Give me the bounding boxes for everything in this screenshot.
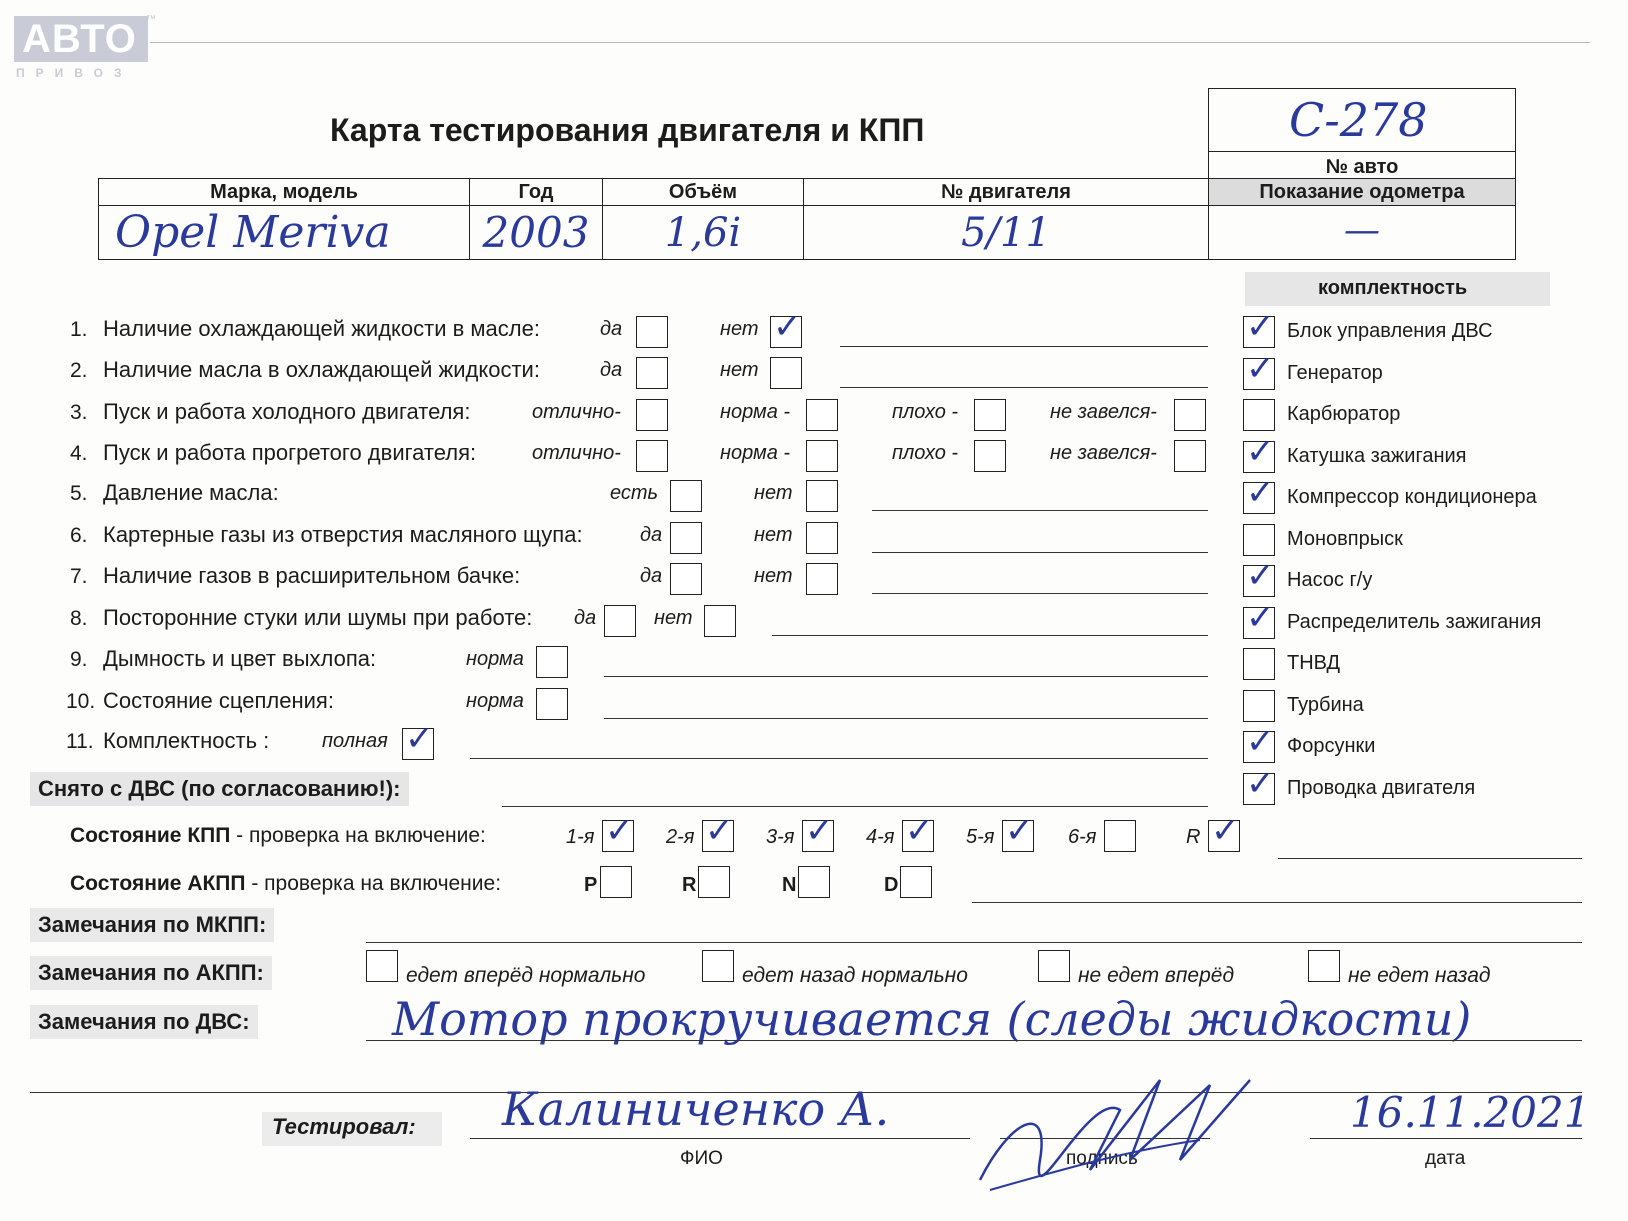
akpp-mode-checkbox-0[interactable] <box>600 866 632 898</box>
row-option-label: да <box>574 607 597 629</box>
signature-graphic <box>970 1060 1270 1200</box>
car-number-label: № авто <box>1208 151 1516 181</box>
row-option-label: норма <box>466 648 524 670</box>
check-mark-icon: ✓ <box>405 719 434 759</box>
row-1-o2-checkbox[interactable] <box>770 307 802 348</box>
row-option-label: норма <box>466 690 524 712</box>
akpp-line <box>972 902 1582 903</box>
row-answer-line <box>604 718 1208 719</box>
col-odometer: Показание одометра <box>1208 178 1516 206</box>
check-mark-icon: ✓ <box>705 811 734 851</box>
row-option-label: отлично- <box>532 442 621 464</box>
kit-item-label: Катушка зажигания <box>1287 444 1467 467</box>
check-mark-icon: ✓ <box>905 811 934 851</box>
col-volume: Объём <box>602 178 804 206</box>
akpp-option-checkbox-3[interactable] <box>1308 950 1340 982</box>
akpp-mode-checkbox-3[interactable] <box>900 866 932 898</box>
row-4-o3-checkbox[interactable] <box>974 440 1006 472</box>
gear-label: 3-я <box>766 826 795 848</box>
value-engine-number: 5/11 <box>803 205 1209 260</box>
akpp-option-label: едет вперёд нормально <box>406 964 646 987</box>
row-4-o1-checkbox[interactable] <box>636 440 668 472</box>
row-option-label: да <box>600 359 623 381</box>
row-option-label: да <box>640 524 663 546</box>
kit-checkbox-10[interactable] <box>1243 722 1275 763</box>
gear-label: 6-я <box>1068 826 1097 848</box>
row-label: Дымность и цвет выхлопа: <box>103 646 377 671</box>
date-value: 16.11.2021 <box>1350 1088 1591 1137</box>
akpp-option-checkbox-1[interactable] <box>702 950 734 982</box>
logo: АВТО <box>14 16 148 62</box>
remarks-mkpp-line <box>366 942 1582 943</box>
page-title: Карта тестирования двигателя и КПП <box>330 112 925 148</box>
check-mark-icon: ✓ <box>1211 811 1240 851</box>
check-mark-icon: ✓ <box>1246 597 1275 638</box>
kit-checkbox-11[interactable] <box>1243 763 1275 805</box>
tester-name: Калиниченко А. <box>502 1082 890 1136</box>
row-option-label: нет <box>754 482 793 504</box>
row-number: 2. <box>70 359 88 382</box>
akpp-mode-checkbox-2[interactable] <box>798 866 830 898</box>
row-option-label: не завелся- <box>1050 442 1157 464</box>
row-answer-line <box>840 346 1208 347</box>
kit-item-label: Блок управления ДВС <box>1287 320 1493 342</box>
row-number: 9. <box>70 648 88 671</box>
value-odometer: — <box>1208 205 1516 260</box>
gear-label: 1-я <box>566 826 595 848</box>
gear-checkbox-1[interactable] <box>702 811 734 852</box>
row-label: Картерные газы из отверстия масляного щупа: <box>103 522 583 547</box>
row-number: 10. <box>66 690 96 713</box>
gear-checkbox-0[interactable] <box>602 811 634 852</box>
col-engine-number: № двигателя <box>803 178 1209 206</box>
row-number: 11. <box>66 730 94 753</box>
row-option-label: норма - <box>720 442 791 464</box>
row-option-label: нет <box>720 318 759 340</box>
car-number-value: С-278 <box>1289 93 1428 147</box>
row-option-label: да <box>600 318 623 340</box>
kit-item-label: Турбина <box>1287 693 1364 716</box>
row-option-label: не завелся- <box>1050 401 1157 423</box>
gear-label: 5-я <box>966 826 995 848</box>
value-volume: 1,6i <box>602 205 804 260</box>
row-6-o1-checkbox[interactable] <box>670 522 702 554</box>
akpp-option-label: не едет вперёд <box>1078 964 1235 987</box>
gear-checkbox-5[interactable] <box>1104 820 1136 852</box>
row-label: Давление масла: <box>103 480 279 505</box>
removed-line <box>502 806 1208 807</box>
caption-date: дата <box>1425 1148 1466 1169</box>
row-option-label: полная <box>322 730 388 752</box>
car-number-cell <box>1208 88 1516 152</box>
row-answer-line <box>872 510 1208 511</box>
row-4-o4-checkbox[interactable] <box>1174 440 1206 472</box>
kit-item-label: Генератор <box>1287 361 1383 384</box>
check-mark-icon: ✓ <box>1246 556 1275 596</box>
check-mark-icon: ✓ <box>1246 431 1275 472</box>
logo-tm: ™ <box>146 14 156 25</box>
row-5-o2-checkbox[interactable] <box>806 480 838 512</box>
row-label: Пуск и работа холодного двигателя: <box>103 399 471 424</box>
top-rule <box>150 42 1590 43</box>
row-answer-line <box>840 387 1208 388</box>
kit-item-label: Распределитель зажигания <box>1287 610 1542 633</box>
caption-sign: подпись <box>1066 1148 1138 1169</box>
remarks-dvs-text: Мотор прокручивается (следы жидкости) <box>392 992 1472 1046</box>
caption-fio: ФИО <box>680 1148 723 1169</box>
remarks-dvs-label: Замечания по ДВС: <box>30 1005 258 1039</box>
kit-checkbox-6[interactable] <box>1243 556 1275 597</box>
row-1-o1-checkbox[interactable] <box>636 316 668 348</box>
check-mark-icon: ✓ <box>1246 722 1275 762</box>
row-number: 3. <box>70 401 88 424</box>
kit-item-label: Насос г/у <box>1287 569 1373 591</box>
akpp-mode-label: D <box>884 874 899 896</box>
row-4-o2-checkbox[interactable] <box>806 440 838 472</box>
row-3-o2-checkbox[interactable] <box>806 399 838 431</box>
gear-checkbox-6[interactable] <box>1208 811 1240 852</box>
gear-label: R <box>1186 826 1201 848</box>
gear-checkbox-3[interactable] <box>902 811 934 852</box>
value-model: Opel Meriva <box>98 205 470 260</box>
gear-label: 4-я <box>866 826 895 848</box>
row-option-label: отлично- <box>532 401 621 423</box>
row-6-o2-checkbox[interactable] <box>806 522 838 554</box>
remarks-akpp-label: Замечания по АКПП: <box>30 956 272 990</box>
row-option-label: нет <box>754 524 793 546</box>
header-table <box>98 178 1516 260</box>
row-3-o1-checkbox[interactable] <box>636 399 668 431</box>
col-year: Год <box>469 178 603 206</box>
row-number: 4. <box>70 442 88 465</box>
akpp-mode-checkbox-1[interactable] <box>698 866 730 898</box>
kit-checkbox-5[interactable] <box>1243 524 1275 556</box>
row-label: Наличие масла в охлаждающей жидкости: <box>103 357 540 382</box>
date-line <box>1310 1138 1582 1139</box>
kit-title: комплектность <box>1318 277 1468 299</box>
kit-checkbox-4[interactable] <box>1243 473 1275 514</box>
removed-label: Снято с ДВС (по согласованию!): <box>30 772 409 806</box>
row-8-o1-checkbox[interactable] <box>604 605 636 637</box>
remarks-dvs-line <box>366 1040 1582 1041</box>
tested-label: Тестировал: <box>272 1114 416 1139</box>
row-option-label: плохо - <box>892 401 959 423</box>
row-answer-line <box>470 758 1208 759</box>
row-label: Состояние сцепления: <box>103 688 334 713</box>
row-number: 6. <box>70 524 88 547</box>
akpp-option-label: не едет назад <box>1348 964 1491 987</box>
kit-checkbox-0[interactable] <box>1243 307 1275 348</box>
row-7-o2-checkbox[interactable] <box>806 563 838 595</box>
kit-checkbox-7[interactable] <box>1243 597 1275 639</box>
check-mark-icon: ✓ <box>1246 763 1275 804</box>
row-number: 7. <box>70 565 88 588</box>
row-label: Наличие газов в расширительном бачке: <box>103 563 521 588</box>
row-answer-line <box>604 676 1208 677</box>
check-mark-icon: ✓ <box>1246 473 1275 513</box>
row-option-label: нет <box>754 565 793 587</box>
kit-checkbox-1[interactable] <box>1243 348 1275 390</box>
row-9-o1-checkbox[interactable] <box>536 646 568 678</box>
gear-label: 2-я <box>666 826 695 848</box>
col-model: Марка, модель <box>98 178 470 206</box>
row-3-o4-checkbox[interactable] <box>1174 399 1206 431</box>
gear-checkbox-4[interactable] <box>1002 811 1034 852</box>
check-mark-icon: ✓ <box>605 811 634 851</box>
row-5-o1-checkbox[interactable] <box>670 480 702 512</box>
row-answer-line <box>872 552 1208 553</box>
row-option-label: нет <box>720 359 759 381</box>
row-label: Наличие охлаждающей жидкости в масле: <box>103 316 540 341</box>
row-label: Комплектность : <box>103 728 270 753</box>
row-option-label: да <box>640 565 663 587</box>
akpp-option-label: едет назад нормально <box>742 964 968 987</box>
check-mark-icon: ✓ <box>1005 811 1034 851</box>
akpp-label: Состояние АКПП - проверка на включение: <box>70 872 502 895</box>
check-mark-icon: ✓ <box>805 811 834 851</box>
row-2-o1-checkbox[interactable] <box>636 357 668 389</box>
check-mark-icon: ✓ <box>1246 348 1275 389</box>
fio-line <box>470 1138 970 1139</box>
row-answer-line <box>872 593 1208 594</box>
gear-checkbox-2[interactable] <box>802 811 834 852</box>
remarks-mkpp-label: Замечания по МКПП: <box>30 908 274 942</box>
kit-checkbox-3[interactable] <box>1243 431 1275 473</box>
kit-item-label: Компрессор кондиционера <box>1287 486 1537 508</box>
row-11-o1-checkbox[interactable] <box>402 719 434 760</box>
row-10-o1-checkbox[interactable] <box>536 688 568 720</box>
check-mark-icon: ✓ <box>1246 307 1275 347</box>
kit-item-label: Форсунки <box>1287 735 1376 757</box>
kpp-label: Состояние КПП - проверка на включение: <box>70 824 486 847</box>
check-mark-icon: ✓ <box>773 307 802 347</box>
akpp-mode-label: R <box>682 874 697 896</box>
kit-checkbox-8[interactable] <box>1243 648 1275 680</box>
akpp-mode-label: N <box>782 874 797 896</box>
kit-item-label: Карбюратор <box>1287 403 1401 425</box>
akpp-option-checkbox-2[interactable] <box>1038 950 1070 982</box>
kit-item-label: Проводка двигателя <box>1287 776 1476 799</box>
row-option-label: плохо - <box>892 442 959 464</box>
row-option-label: нет <box>654 607 693 629</box>
kit-item-label: Моновпрыск <box>1287 527 1403 550</box>
row-7-o1-checkbox[interactable] <box>670 563 702 595</box>
row-number: 1. <box>70 318 88 341</box>
row-option-label: есть <box>610 482 659 504</box>
row-label: Пуск и работа прогретого двигателя: <box>103 440 477 465</box>
row-number: 5. <box>70 482 88 505</box>
logo-sub: ПРИВОЗ <box>16 66 133 80</box>
row-answer-line <box>772 635 1208 636</box>
row-number: 8. <box>70 607 88 630</box>
row-2-o2-checkbox[interactable] <box>770 357 802 389</box>
value-year: 2003 <box>469 205 603 260</box>
kit-checkbox-9[interactable] <box>1243 690 1275 722</box>
kpp-line <box>1278 858 1582 859</box>
row-3-o3-checkbox[interactable] <box>974 399 1006 431</box>
row-option-label: норма - <box>720 401 791 423</box>
akpp-mode-label: P <box>584 874 598 896</box>
kit-checkbox-2[interactable] <box>1243 399 1275 431</box>
row-label: Посторонние стуки или шумы при работе: <box>103 605 533 630</box>
row-8-o2-checkbox[interactable] <box>704 605 736 637</box>
kit-item-label: ТНВД <box>1287 652 1341 674</box>
akpp-option-checkbox-0[interactable] <box>366 950 398 982</box>
